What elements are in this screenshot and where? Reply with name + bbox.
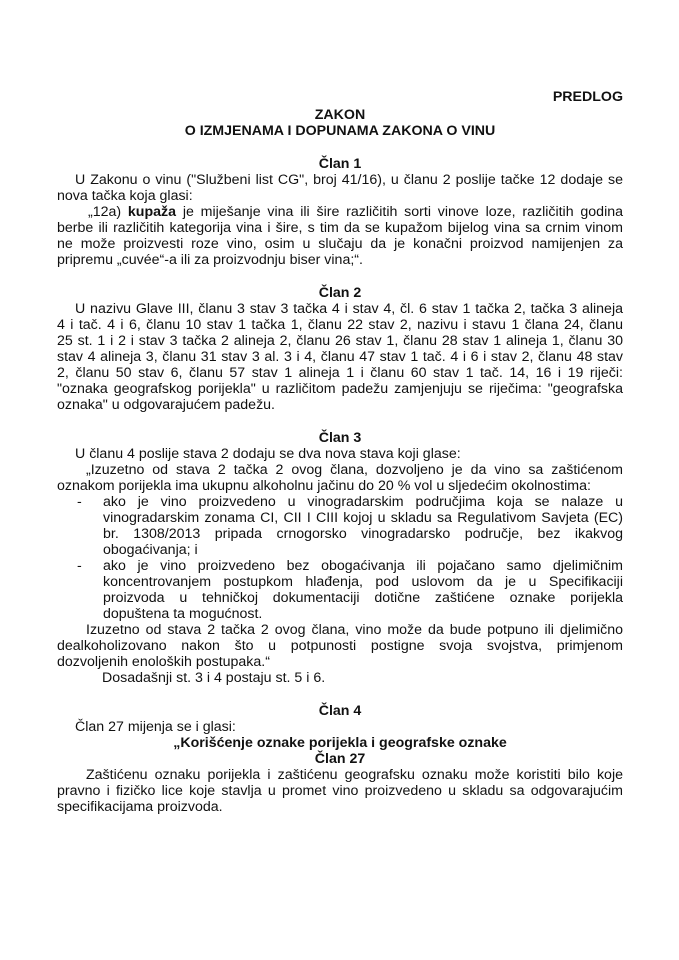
dash-bullet: - — [77, 558, 82, 574]
list-item — [57, 494, 623, 558]
definition-line — [57, 204, 623, 220]
paragraph-line: pripremu „cuvée“-a ili za proizvodnju biser vina;“. — [57, 252, 363, 268]
quote-prefix: „12a) — [88, 204, 128, 220]
paragraph-line: 2, članu 50 stav 6, članu 57 stav 1 alineja 1 i članu 60 stav 1 tač. 14, 16 i 19 riječi: — [57, 365, 623, 381]
article-27-heading: Član 27 — [314, 751, 366, 767]
dash-bullet: - — [77, 494, 82, 510]
paragraph-line: oznaka" u odgovarajućem padežu. — [57, 397, 275, 413]
list-line: ako je vino proizvedeno u vinogradarskim područjima koja se nalaze u — [103, 494, 623, 510]
document-body — [57, 89, 623, 815]
list-line: dopuštena ta mogućnost. — [103, 606, 263, 622]
paragraph-line: stav 4 alineja 3, članu 31 stav 3 al. 3 i 4, članu 47 stav 1 tač. 4 i 6 i stav 2, članu 48 stav — [57, 349, 623, 365]
article-3-heading: Član 3 — [318, 430, 362, 446]
paragraph-line: 4 i tač. 4 i 6, članu 10 stav 1 tačka 1, članu 22 stav 2, nazivu i stavu 1 člana 24, članu — [57, 317, 623, 333]
defined-term: kupaža — [127, 204, 177, 220]
paragraph-line: oznakom porijekla ima ukupnu alkoholnu jačinu do 20 % vol u sljedećim okolnostima: — [57, 478, 591, 494]
paragraph-line: dealkoholizovano nakon što u potpunosti postigne svoja svojstva, primjenom — [57, 638, 623, 654]
paragraph-line: Zaštićenu oznaku porijekla i zaštićenu geografsku oznaku može koristiti bilo koje — [86, 767, 623, 783]
list-item — [57, 558, 623, 622]
paragraph-line: dozvoljenih enoloških postupaka.“ — [57, 654, 270, 670]
paragraph-line: 25 st. 1 i 2 i stav 3 tačka 2 alineja 2, članu 26 stav 1, članu 28 stav 1 alineja 1, članu 30 — [57, 333, 623, 349]
paragraph-line: „Izuzetno od stava 2 tačka 2 ovog člana, dozvoljeno je da vino sa zaštićenom — [86, 462, 623, 478]
article-2-heading: Član 2 — [318, 285, 362, 301]
paragraph-line: specifikacijama proizvoda. — [57, 799, 223, 815]
paragraph-line: "oznaka geografskog porijekla" u različitom padežu zamjenjuju se riječima: "geografska — [57, 381, 623, 397]
list-line: ako je vino proizvedeno bez obogaćivanja ili pojačano samo djelimičnim — [103, 558, 623, 574]
paragraph-line: Dosadašnji st. 3 i 4 postaju st. 5 i 6. — [102, 670, 326, 686]
paragraph-line: nova tačka koja glasi: — [57, 188, 193, 204]
article-1-heading: Član 1 — [318, 156, 362, 172]
definition-text: je miješanje vina ili šire različitih sorti vinove loze, različitih godina — [176, 204, 624, 220]
article-4-heading: Član 4 — [318, 703, 362, 719]
list-line: vinogradarskim zonama CI, CII I CIII kojoj u skladu sa Regulativom Savjeta (EC) — [103, 510, 623, 526]
paragraph-line: ne može proizvesti roze vino, osim u slučaju da je konačni proizvod namijenjen za — [57, 236, 623, 252]
status-label: PREDLOG — [552, 89, 623, 105]
list-line: obogaćivanja; i — [103, 542, 198, 558]
paragraph-line: Izuzetno od stava 2 tačka 2 ovog člana, vino može da bude potpuno ili djelimično — [86, 622, 623, 638]
list-line: br. 1308/2013 pripada crnogorsko vinogradarsko područje, bez ikakvog — [103, 526, 623, 542]
paragraph-line: pravno i fizičko lice koje stavlja u promet vino proizvedeno u skladu sa odgovarajućim — [57, 783, 623, 799]
article-27-title: „Korišćenje oznake porijekla i geografske oznake — [173, 735, 507, 751]
paragraph-line: U Zakonu o vinu ("Službeni list CG", broj 41/16), u članu 2 poslije tačke 12 dodaje se — [75, 172, 623, 188]
paragraph-line: Član 27 mijenja se i glasi: — [75, 719, 236, 735]
law-subtitle: O IZMJENAMA I DOPUNAMA ZAKONA O VINU — [184, 123, 496, 139]
list-line: proizvoda u tehničkoj dokumentaciji dotične zaštićene oznake porijekla — [103, 590, 623, 606]
paragraph-line: U nazivu Glave III, članu 3 stav 3 tačka 4 i stav 4, čl. 6 stav 1 tačka 2, tačka 3 alineja — [75, 301, 623, 317]
law-title: ZAKON — [314, 107, 366, 123]
paragraph-line: berbe ili različitih kategorija vina i šire, s tim da se kupažom bijelog vina sa crnim vinom — [57, 220, 623, 236]
paragraph-line: U članu 4 poslije stava 2 dodaju se dva nova stava koji glase: — [75, 446, 461, 462]
list-line: koncentrovanjem postupkom hlađenja, pod uslovom da je u Specifikaciji — [103, 574, 623, 590]
